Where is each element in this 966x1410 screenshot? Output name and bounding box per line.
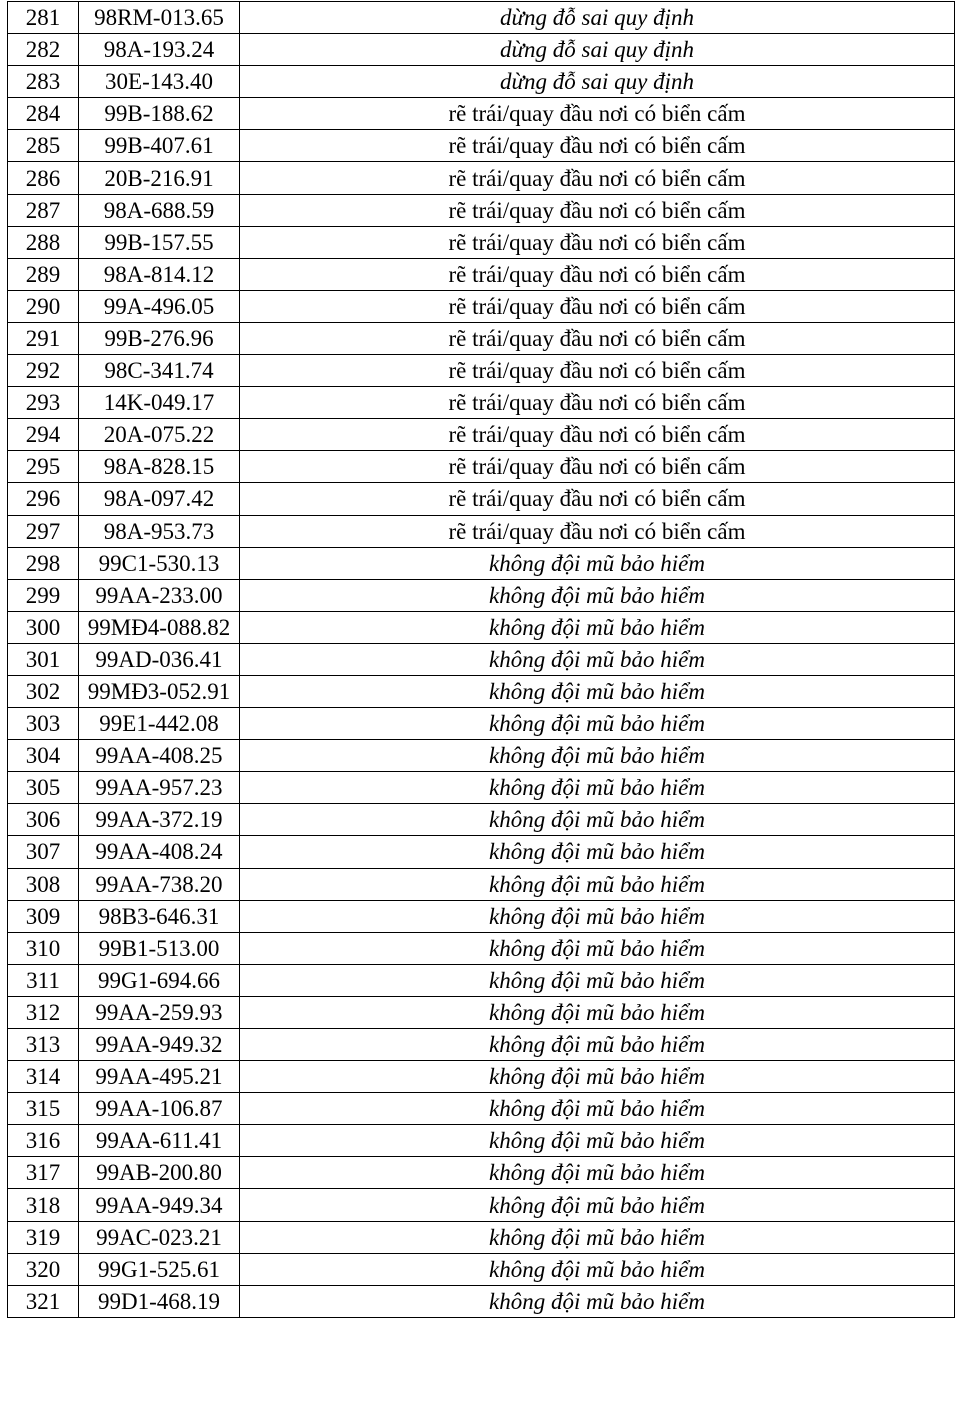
license-plate-cell: 99B-276.96 xyxy=(79,322,240,354)
table-row xyxy=(8,98,955,130)
row-number-cell: 300 xyxy=(8,611,79,643)
table-row xyxy=(8,611,955,643)
row-number-cell: 306 xyxy=(8,804,79,836)
violation-cell: không đội mũ bảo hiểm xyxy=(240,740,955,772)
license-plate-cell: 98C-341.74 xyxy=(79,355,240,387)
license-plate-cell: 99AC-023.21 xyxy=(79,1221,240,1253)
violation-cell: rẽ trái/quay đầu nơi có biển cấm xyxy=(240,98,955,130)
table-row xyxy=(8,579,955,611)
row-number-cell: 301 xyxy=(8,643,79,675)
license-plate-cell: 99AA-949.34 xyxy=(79,1189,240,1221)
violation-cell: rẽ trái/quay đầu nơi có biển cấm xyxy=(240,451,955,483)
row-number-cell: 281 xyxy=(8,2,79,34)
violation-cell: dừng đỗ sai quy định xyxy=(240,2,955,34)
license-plate-cell: 20A-075.22 xyxy=(79,419,240,451)
row-number-cell: 284 xyxy=(8,98,79,130)
violation-cell: không đội mũ bảo hiểm xyxy=(240,1125,955,1157)
row-number-cell: 308 xyxy=(8,868,79,900)
table-row xyxy=(8,483,955,515)
violation-cell: rẽ trái/quay đầu nơi có biển cấm xyxy=(240,515,955,547)
license-plate-cell: 99AA-495.21 xyxy=(79,1061,240,1093)
table-row xyxy=(8,868,955,900)
license-plate-cell: 99MĐ3-052.91 xyxy=(79,675,240,707)
violation-cell: không đội mũ bảo hiểm xyxy=(240,1221,955,1253)
row-number-cell: 318 xyxy=(8,1189,79,1221)
license-plate-cell: 99AA-233.00 xyxy=(79,579,240,611)
violation-cell: không đội mũ bảo hiểm xyxy=(240,1189,955,1221)
violation-cell: rẽ trái/quay đầu nơi có biển cấm xyxy=(240,483,955,515)
license-plate-cell: 99AA-408.24 xyxy=(79,836,240,868)
row-number-cell: 285 xyxy=(8,130,79,162)
license-plate-cell: 98A-097.42 xyxy=(79,483,240,515)
license-plate-cell: 30E-143.40 xyxy=(79,66,240,98)
table-row xyxy=(8,675,955,707)
row-number-cell: 290 xyxy=(8,290,79,322)
violation-cell: không đội mũ bảo hiểm xyxy=(240,900,955,932)
table-row xyxy=(8,708,955,740)
violation-cell: không đội mũ bảo hiểm xyxy=(240,1061,955,1093)
table-row xyxy=(8,547,955,579)
row-number-cell: 313 xyxy=(8,1029,79,1061)
license-plate-cell: 20B-216.91 xyxy=(79,162,240,194)
table-row xyxy=(8,2,955,34)
violation-cell: rẽ trái/quay đầu nơi có biển cấm xyxy=(240,355,955,387)
violation-cell: rẽ trái/quay đầu nơi có biển cấm xyxy=(240,387,955,419)
table-row xyxy=(8,194,955,226)
table-row xyxy=(8,1221,955,1253)
table-row xyxy=(8,1285,955,1317)
violation-cell: rẽ trái/quay đầu nơi có biển cấm xyxy=(240,130,955,162)
row-number-cell: 299 xyxy=(8,579,79,611)
row-number-cell: 287 xyxy=(8,194,79,226)
table-row xyxy=(8,996,955,1028)
violation-cell: không đội mũ bảo hiểm xyxy=(240,643,955,675)
row-number-cell: 312 xyxy=(8,996,79,1028)
table-row xyxy=(8,1061,955,1093)
violation-cell: không đội mũ bảo hiểm xyxy=(240,675,955,707)
table-row xyxy=(8,900,955,932)
table-row xyxy=(8,290,955,322)
table-row xyxy=(8,355,955,387)
table-row xyxy=(8,964,955,996)
license-plate-cell: 99AB-200.80 xyxy=(79,1157,240,1189)
row-number-cell: 309 xyxy=(8,900,79,932)
license-plate-cell: 99AA-106.87 xyxy=(79,1093,240,1125)
license-plate-cell: 99B-188.62 xyxy=(79,98,240,130)
violation-table-body xyxy=(8,2,955,1318)
violation-cell: không đội mũ bảo hiểm xyxy=(240,836,955,868)
table-row xyxy=(8,1093,955,1125)
table-row xyxy=(8,1157,955,1189)
violation-cell: không đội mũ bảo hiểm xyxy=(240,708,955,740)
row-number-cell: 304 xyxy=(8,740,79,772)
license-plate-cell: 99B1-513.00 xyxy=(79,932,240,964)
row-number-cell: 288 xyxy=(8,226,79,258)
license-plate-cell: 99G1-694.66 xyxy=(79,964,240,996)
table-row xyxy=(8,772,955,804)
row-number-cell: 320 xyxy=(8,1253,79,1285)
row-number-cell: 286 xyxy=(8,162,79,194)
license-plate-cell: 99AA-611.41 xyxy=(79,1125,240,1157)
table-row xyxy=(8,387,955,419)
violation-cell: không đội mũ bảo hiểm xyxy=(240,547,955,579)
row-number-cell: 310 xyxy=(8,932,79,964)
table-row xyxy=(8,419,955,451)
license-plate-cell: 99AA-372.19 xyxy=(79,804,240,836)
violation-cell: không đội mũ bảo hiểm xyxy=(240,579,955,611)
table-row xyxy=(8,836,955,868)
license-plate-cell: 99G1-525.61 xyxy=(79,1253,240,1285)
license-plate-cell: 98A-828.15 xyxy=(79,451,240,483)
violation-cell: không đội mũ bảo hiểm xyxy=(240,868,955,900)
violation-cell: rẽ trái/quay đầu nơi có biển cấm xyxy=(240,194,955,226)
row-number-cell: 298 xyxy=(8,547,79,579)
row-number-cell: 307 xyxy=(8,836,79,868)
row-number-cell: 291 xyxy=(8,322,79,354)
table-row xyxy=(8,66,955,98)
table-row xyxy=(8,1189,955,1221)
license-plate-cell: 98A-953.73 xyxy=(79,515,240,547)
row-number-cell: 289 xyxy=(8,258,79,290)
table-row xyxy=(8,1029,955,1061)
license-plate-cell: 99D1-468.19 xyxy=(79,1285,240,1317)
violation-cell: rẽ trái/quay đầu nơi có biển cấm xyxy=(240,419,955,451)
table-row xyxy=(8,643,955,675)
violation-table-container xyxy=(7,1,955,1318)
violation-cell: rẽ trái/quay đầu nơi có biển cấm xyxy=(240,290,955,322)
table-row xyxy=(8,740,955,772)
violation-cell: dừng đỗ sai quy định xyxy=(240,66,955,98)
license-plate-cell: 99AD-036.41 xyxy=(79,643,240,675)
violation-cell: không đội mũ bảo hiểm xyxy=(240,1253,955,1285)
violation-cell: không đội mũ bảo hiểm xyxy=(240,1093,955,1125)
license-plate-cell: 99AA-738.20 xyxy=(79,868,240,900)
license-plate-cell: 98A-193.24 xyxy=(79,34,240,66)
license-plate-cell: 99MĐ4-088.82 xyxy=(79,611,240,643)
table-row xyxy=(8,226,955,258)
license-plate-cell: 98B3-646.31 xyxy=(79,900,240,932)
row-number-cell: 303 xyxy=(8,708,79,740)
row-number-cell: 282 xyxy=(8,34,79,66)
violation-cell: không đội mũ bảo hiểm xyxy=(240,611,955,643)
license-plate-cell: 99B-407.61 xyxy=(79,130,240,162)
row-number-cell: 297 xyxy=(8,515,79,547)
row-number-cell: 311 xyxy=(8,964,79,996)
violation-cell: rẽ trái/quay đầu nơi có biển cấm xyxy=(240,226,955,258)
table-row xyxy=(8,258,955,290)
license-plate-cell: 99A-496.05 xyxy=(79,290,240,322)
violation-cell: không đội mũ bảo hiểm xyxy=(240,1285,955,1317)
row-number-cell: 302 xyxy=(8,675,79,707)
license-plate-cell: 98A-814.12 xyxy=(79,258,240,290)
row-number-cell: 295 xyxy=(8,451,79,483)
violation-cell: không đội mũ bảo hiểm xyxy=(240,804,955,836)
license-plate-cell: 99AA-949.32 xyxy=(79,1029,240,1061)
license-plate-cell: 99C1-530.13 xyxy=(79,547,240,579)
license-plate-cell: 99AA-259.93 xyxy=(79,996,240,1028)
license-plate-cell: 99B-157.55 xyxy=(79,226,240,258)
table-row xyxy=(8,162,955,194)
violation-cell: không đội mũ bảo hiểm xyxy=(240,772,955,804)
row-number-cell: 315 xyxy=(8,1093,79,1125)
row-number-cell: 314 xyxy=(8,1061,79,1093)
table-row xyxy=(8,515,955,547)
license-plate-cell: 98A-688.59 xyxy=(79,194,240,226)
license-plate-cell: 14K-049.17 xyxy=(79,387,240,419)
table-row xyxy=(8,804,955,836)
row-number-cell: 296 xyxy=(8,483,79,515)
violation-cell: không đội mũ bảo hiểm xyxy=(240,932,955,964)
license-plate-cell: 99AA-408.25 xyxy=(79,740,240,772)
violation-cell: không đội mũ bảo hiểm xyxy=(240,1029,955,1061)
table-row xyxy=(8,1253,955,1285)
violation-cell: rẽ trái/quay đầu nơi có biển cấm xyxy=(240,258,955,290)
row-number-cell: 317 xyxy=(8,1157,79,1189)
row-number-cell: 292 xyxy=(8,355,79,387)
table-row xyxy=(8,322,955,354)
row-number-cell: 321 xyxy=(8,1285,79,1317)
license-plate-cell: 98RM-013.65 xyxy=(79,2,240,34)
table-row xyxy=(8,34,955,66)
violation-cell: rẽ trái/quay đầu nơi có biển cấm xyxy=(240,162,955,194)
row-number-cell: 319 xyxy=(8,1221,79,1253)
row-number-cell: 316 xyxy=(8,1125,79,1157)
license-plate-cell: 99E1-442.08 xyxy=(79,708,240,740)
violation-cell: không đội mũ bảo hiểm xyxy=(240,996,955,1028)
license-plate-cell: 99AA-957.23 xyxy=(79,772,240,804)
row-number-cell: 294 xyxy=(8,419,79,451)
table-row xyxy=(8,932,955,964)
violation-table xyxy=(7,1,955,1318)
table-row xyxy=(8,1125,955,1157)
row-number-cell: 283 xyxy=(8,66,79,98)
row-number-cell: 293 xyxy=(8,387,79,419)
violation-cell: không đội mũ bảo hiểm xyxy=(240,964,955,996)
row-number-cell: 305 xyxy=(8,772,79,804)
table-row xyxy=(8,451,955,483)
violation-cell: rẽ trái/quay đầu nơi có biển cấm xyxy=(240,322,955,354)
table-row xyxy=(8,130,955,162)
violation-cell: không đội mũ bảo hiểm xyxy=(240,1157,955,1189)
violation-cell: dừng đỗ sai quy định xyxy=(240,34,955,66)
